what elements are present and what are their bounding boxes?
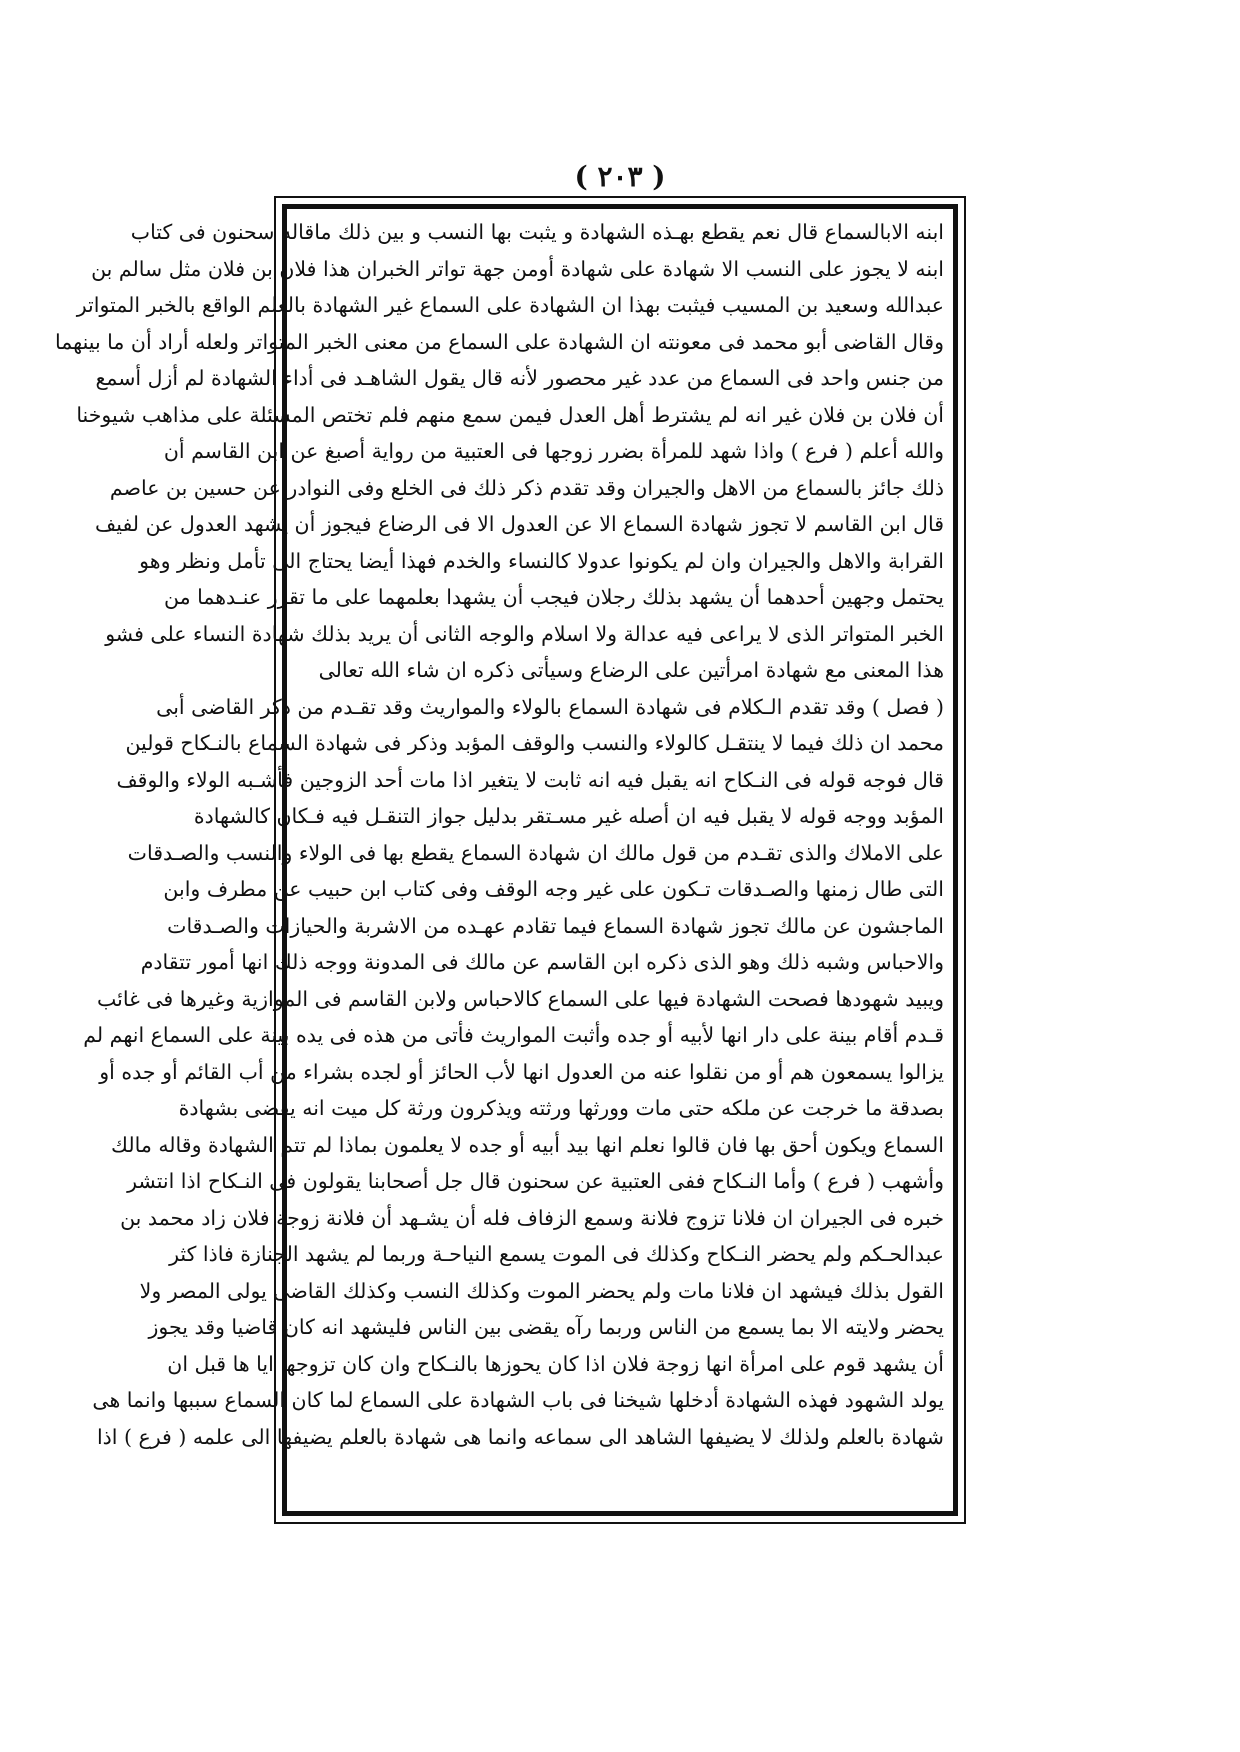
text-line: السماع ويكون أحق بها فان قالوا نعلم انها بيد أبيه أو جده لا يعلمون بماذا لم تتم الشهادة وقاله مالك [111,1132,944,1157]
text-line: قال فوجه قوله فى النـكاح انه يقبل فيه انه ثابت لا يتغير اذا مات أحد الزوجين فأشـبه الولاء والوقف [116,767,944,792]
text-line: الماجشون عن مالك تجوز شهادة السماع فيما تقادم عهـده من الاشربة والحيازات والصـدقات [167,913,944,938]
text-line: عبدالله وسعيد بن المسيب فيثبت بهذا ان الشهادة على السماع غير الشهادة بالعلم الواقع بالخبر المتواتر [76,293,944,317]
text-line: والله أعلم ( فرع ) واذا شهد للمرأة بضرر زوجها فى العتبية من رواية أصبغ عن ابن القاسم أن [163,439,944,463]
text-line: قال ابن القاسم لا تجوز شهادة السماع الا عن العدول الا فى الرضاع فيجوز أن يشهد العدول عن لفيف [95,512,944,536]
text-line: أن يشهد قوم على امرأة انها زوجة فلان اذا كان يحوزها بالنـكاح وان كان تزوجها ايا ها قبل ان [167,1351,944,1376]
text-line: خبره فى الجيران ان فلانا تزوج فلانة وسمع الزفاف فله أن يشـهد أن فلانة زوجة فلان زاد محمد بن [120,1205,944,1230]
text-line: ابنه لا يجوز على النسب الا شهادة على شهادة أومن جهة تواتر الخبران هذا فلان بن فلان مثل سالم بن [91,256,944,281]
text-line: يزالوا يسمعون هم أو من نقلوا عنه من العدول انها لأب الحائز أو لجده بشراء من أب القائم أو جده أو [99,1059,944,1084]
text-line: القول بذلك فيشهد ان فلانا مات ولم يحضر الموت وكذلك النسب وكذلك القاضى يولى المصر ولا [139,1278,944,1303]
text-line: وقال القاضى أبو محمد فى معونته ان الشهادة على السماع من معنى الخبر المتواتر ولعله أراد أن ما بينهما [55,329,944,354]
text-line: من جنس واحد فى السماع من عدد غير محصور لأنه قال يقول الشاهـد فى أداء الشهادة لم أزل أسمع [95,366,944,390]
text-frame [55,196,966,1524]
text-line: وأشهب ( فرع ) وأما النـكاح ففى العتبية عن سحنون قال جل أصحابنا يقولون فى النـكاح اذا انتشر [127,1169,944,1193]
text-line: يحضر ولايته الا بما يسمع من الناس وربما رآه يقضى بين الناس فليشهد انه كان قاضيا وقد يجوز [148,1315,944,1339]
text-line: شهادة بالعلم ولذلك لا يضيفها الشاهد الى سماعه وانما هى شهادة بالعلم يضيفها الى علمه ( فرع ) اذا [96,1424,944,1449]
text-line: ذلك جائز بالسماع من الاهل والجيران وقد تقدم ذكر ذلك فى الخلع وفى النوادر عن حسين بن عاصم [109,475,944,500]
text-line: محمد ان ذلك فيما لا ينتقـل كالولاء والنسب والوقف المؤبد وذكر فى شهادة السماع بالنـكاح قولين [125,731,944,755]
text-line: ابنه الابالسماع قال نعم يقطع بهـذه الشهادة و يثبت بها النسب و بين ذلك ماقاله سحنون فى كتاب [130,220,944,244]
text-line: عبدالحـكم ولم يحضر النـكاح وكذلك فى الموت يسمع النياحـة وربما لم يشهد الجنازة فاذا كثر [169,1242,944,1266]
text-line: القرابة والاهل والجيران وان لم يكونوا عدولا كالنساء والخدم فهذا أيضا يحتاج الى تأمل ونظر وهو [139,548,944,573]
text-line: على الاملاك والذى تقـدم من قول مالك ان شهادة السماع يقطع بها فى الولاء والنسب والصـدقات [127,840,944,865]
text-line: التى طال زمنها والصـدقات تـكون على غير وجه الوقف وفى كتاب ابن حبيب عن مطرف وابن [163,877,944,901]
text-line: والاحباس وشبه ذلك وهو الذى ذكره ابن القاسم عن مالك فى المدونة ووجه ذلك انها أمور تتقادم [140,950,944,974]
body-text [55,214,944,1506]
text-line: أن فلان بن فلان غير انه لم يشترط أهل العدل فيمن سمع منهم فلم تختص المسئلة على مذاهب شيوخنا [76,402,944,427]
text-line: ويبيد شهودها فصحت الشهادة فيها على السماع كالاحباس ولابن القاسم فى الموازية وغيرها فى غائب [97,986,944,1011]
page-number: ( ٢٠٣ ) [574,160,666,193]
text-line: قـدم أقام بينة على دار انها لأبيه أو جده وأثبت المواريث فأتى من هذه فى يده بينة على السماع انهم لم [83,1023,944,1047]
text-line: ( فصل ) وقد تقدم الـكلام فى شهادة السماع بالولاء والمواريث وقد تقـدم من ذكر القاضى أبى [156,694,944,719]
text-line: بصدقة ما خرجت عن ملكه حتى مات وورثها ورثته ويذكرون ورثة كل ميت انه يقضى بشهادة [178,1096,944,1120]
text-line: هذا المعنى مع شهادة امرأتين على الرضاع وسيأتى ذكره ان شاء الله تعالى [318,658,944,682]
text-line: يحتمل وجهين أحدهما أن يشهد بذلك رجلان فيجب أن يشهدا بعلمهما على ما تقرر عنـدهما من [164,585,944,609]
text-line: المؤبد ووجه قوله لا يقبل فيه ان أصله غير مسـتقر بدليل جواز التنقـل فيه فـكان كالشهادة [193,804,944,828]
text-line: يولد الشهود فهذه الشهادة أدخلها شيخنا فى باب الشهادة على السماع لما كان السماع سببها وانما هى [92,1388,944,1412]
text-line: الخبر المتواتر الذى لا يراعى فيه عدالة ولا اسلام والوجه الثانى أن يريد بذلك شهادة النساء على فشو [105,621,944,646]
